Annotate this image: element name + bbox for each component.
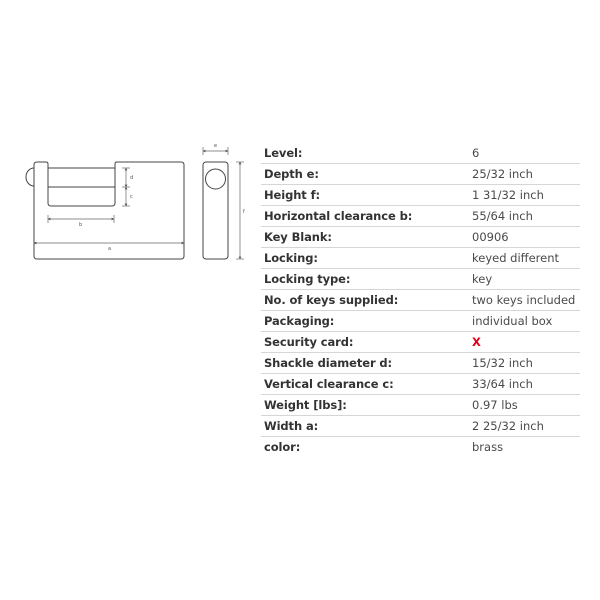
dim-label-e: e: [214, 143, 218, 149]
spec-row-locking: [261, 248, 580, 269]
side-view: [203, 162, 228, 259]
spec-row-keys-supplied: [261, 290, 580, 311]
dim-label-d: d: [130, 175, 134, 181]
spec-value: 33/64 inch: [472, 377, 533, 391]
spec-label: Weight [lbs]:: [264, 398, 347, 412]
dim-label-a: a: [108, 246, 112, 252]
side-view-dimensions: [203, 147, 244, 259]
spec-label: Depth e:: [264, 167, 319, 181]
spec-label: Locking type:: [264, 272, 351, 286]
spec-row-locking-type: [261, 269, 580, 290]
spec-row-color: [261, 437, 580, 457]
spec-row-weight: [261, 395, 580, 416]
spec-label: Height f:: [264, 188, 320, 202]
spec-value: brass: [472, 440, 504, 454]
dim-label-b: b: [79, 222, 83, 228]
spec-row-horizontal-clearance: [261, 206, 580, 227]
spec-value: two keys included: [472, 293, 576, 307]
spec-table: [261, 143, 580, 457]
spec-value: 55/64 inch: [472, 209, 533, 223]
spec-row-key-blank: [261, 227, 580, 248]
spec-row-height: [261, 185, 580, 206]
spec-label: No. of keys supplied:: [264, 293, 399, 307]
spec-row-vertical-clearance: [261, 374, 580, 395]
padlock-dimension-diagram: [0, 0, 260, 300]
spec-label: Key Blank:: [264, 230, 332, 244]
spec-value: 6: [472, 146, 480, 160]
spec-row-width: [261, 416, 580, 437]
spec-value: key: [472, 272, 493, 286]
spec-label: Vertical clearance c:: [264, 377, 394, 391]
spec-value: 00906: [472, 230, 509, 244]
spec-row-shackle-diameter: [261, 353, 580, 374]
dim-label-f: f: [243, 209, 245, 215]
spec-label: Security card:: [264, 335, 354, 349]
spec-value: 25/32 inch: [472, 167, 533, 181]
spec-value: 2 25/32 inch: [472, 419, 544, 433]
spec-row-security-card: [261, 332, 580, 353]
spec-label: Locking:: [264, 251, 318, 265]
spec-value: 15/32 inch: [472, 356, 533, 370]
spec-value: 0.97 lbs: [472, 398, 518, 412]
spec-row-level: [261, 143, 580, 164]
spec-label: Width a:: [264, 419, 319, 433]
spec-value: keyed different: [472, 251, 560, 265]
spec-label: Level:: [264, 146, 303, 160]
spec-label: Packaging:: [264, 314, 335, 328]
spec-value: 1 31/32 inch: [472, 188, 544, 202]
spec-label: Horizontal clearance b:: [264, 209, 413, 223]
spec-row-packaging: [261, 311, 580, 332]
dim-label-c: c: [130, 194, 133, 200]
spec-row-depth: [261, 164, 580, 185]
spec-label: Shackle diameter d:: [264, 356, 393, 370]
spec-label: color:: [264, 440, 301, 454]
x-mark-icon: X: [472, 335, 481, 349]
spec-value: individual box: [472, 314, 553, 328]
front-view: [26, 162, 184, 259]
